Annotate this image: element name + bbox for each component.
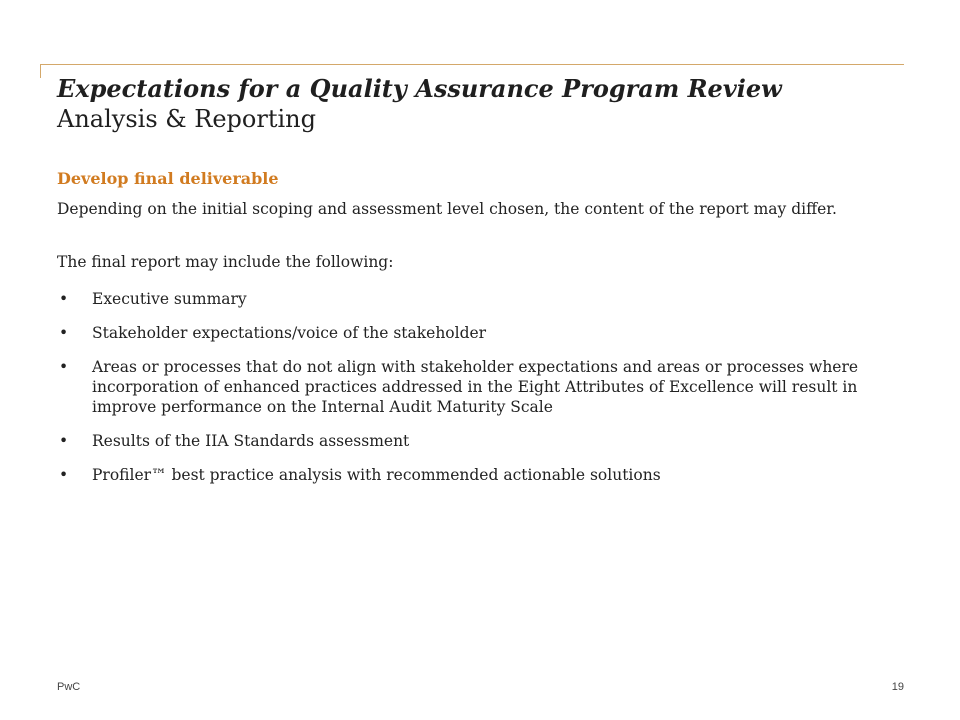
bullet-icon: • (59, 290, 69, 308)
list-item-text: Areas or processes that do not align with stakeholder expectations and areas or processes where incorporation of enhanced practices addressed in the Eight Attributes of Excellence will result in improve performance on the Internal Audit Maturity Scale (92, 358, 859, 416)
bullet-icon: • (59, 432, 69, 450)
header-rule-vertical (40, 64, 41, 78)
list-item (57, 357, 917, 417)
list-item-text: Stakeholder expectations/voice of the stakeholder (92, 324, 487, 342)
list-item (57, 431, 917, 451)
list-item (57, 289, 917, 309)
content-section (57, 168, 917, 499)
list-item-text: Profiler™ best practice analysis with recommended actionable solutions (92, 466, 661, 484)
list-item (57, 465, 917, 485)
intro-paragraph: Depending on the initial scoping and assessment level chosen, the content of the report may differ. (57, 200, 837, 218)
title-main: Expectations for a Quality Assurance Program Review (57, 74, 782, 103)
list-item (57, 323, 917, 343)
bullet-icon: • (59, 466, 69, 484)
list-item-text: Executive summary (92, 290, 247, 308)
slide-title (57, 74, 917, 134)
list-item-text: Results of the IIA Standards assessment (92, 432, 410, 450)
footer-brand: PwC (57, 681, 81, 693)
bullet-list (57, 289, 917, 485)
lead-paragraph: The final report may include the following: (57, 253, 394, 271)
section-heading: Develop final deliverable (57, 169, 279, 188)
header-rule-horizontal (40, 64, 904, 65)
title-subtitle: Analysis & Reporting (57, 105, 316, 133)
page-number: 19 (891, 681, 904, 693)
bullet-icon: • (59, 324, 69, 342)
bullet-icon: • (59, 358, 69, 376)
